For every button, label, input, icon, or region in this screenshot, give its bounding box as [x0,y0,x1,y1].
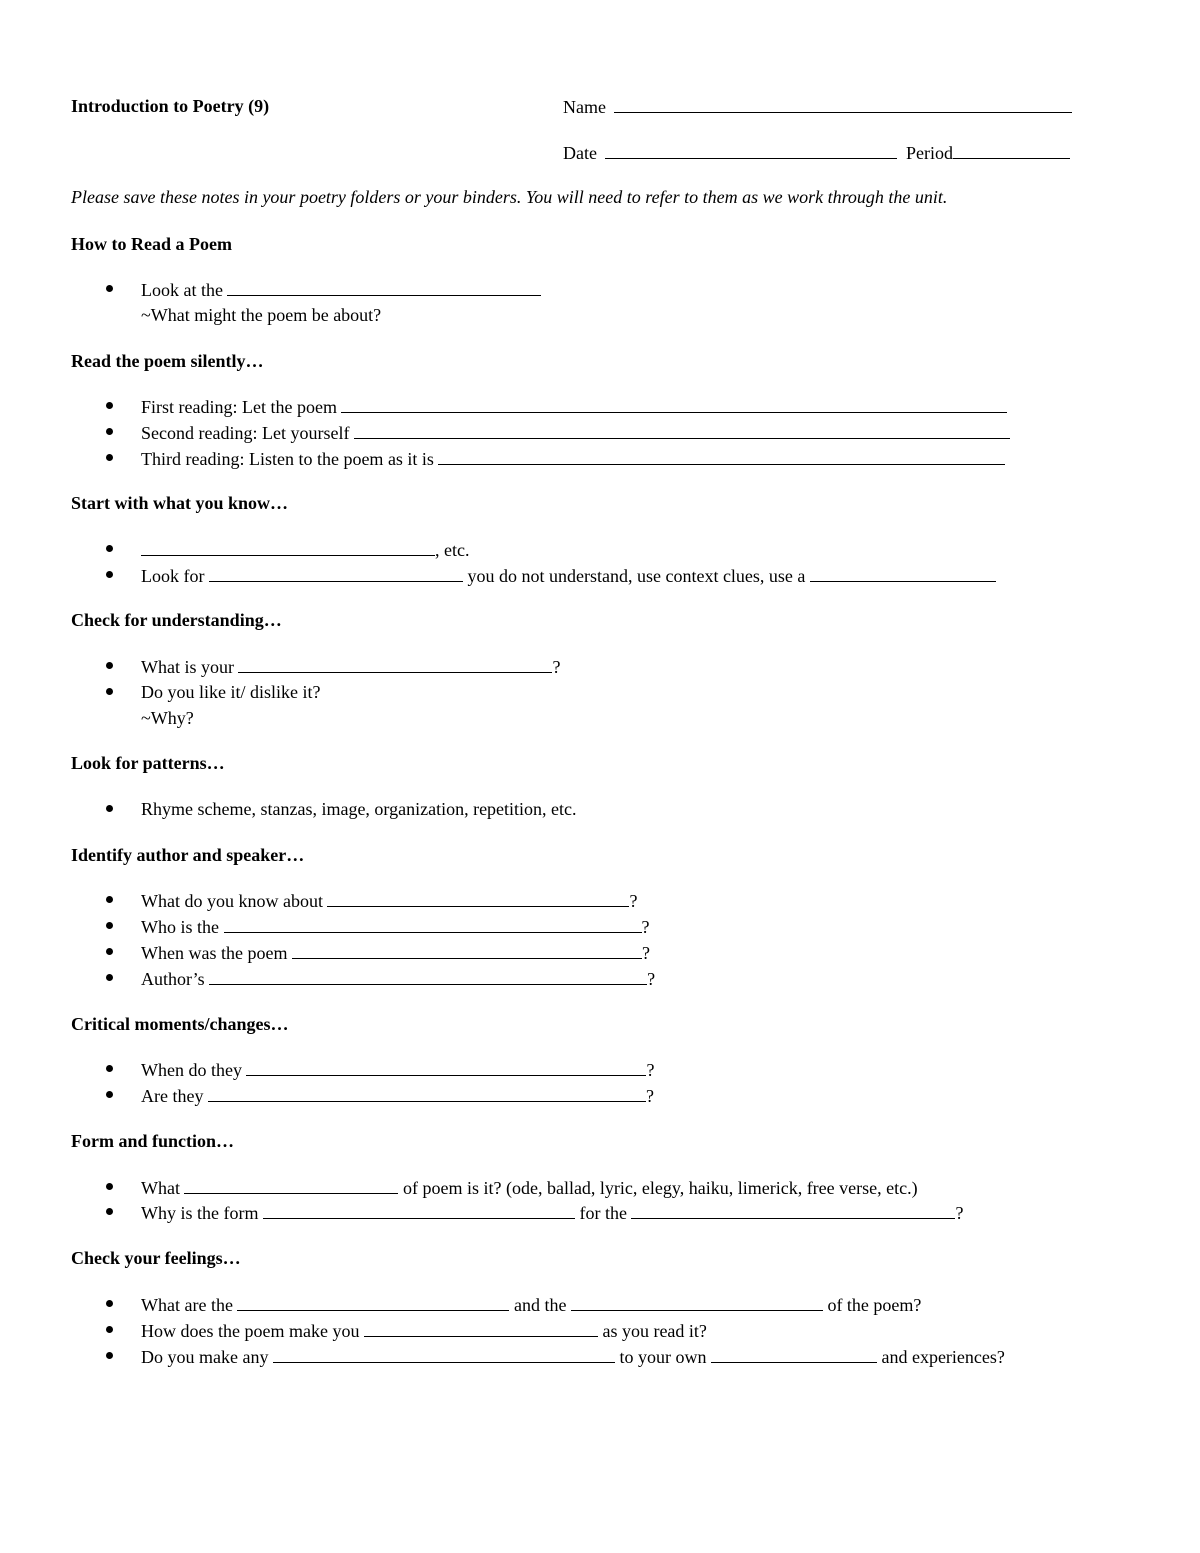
bullet-icon [104,564,116,586]
blank-field[interactable] [364,1319,598,1337]
blank-field[interactable] [208,1084,646,1102]
blank-field[interactable] [571,1293,823,1311]
list-item: Who is the ? [141,917,650,937]
section-heading: Check your feelings… [71,1248,241,1268]
name-label: Name [563,97,606,117]
list-item: Second reading: Let yourself [141,421,1010,444]
name-field[interactable] [614,95,1072,113]
bullet-icon [104,798,116,820]
blank-field[interactable] [238,655,552,673]
blank-field[interactable] [227,278,541,296]
blank-field[interactable] [631,1201,955,1219]
date-label: Date [563,143,597,163]
blank-field[interactable] [224,915,642,933]
section-heading: Look for patterns… [71,753,225,773]
blank-field[interactable] [273,1345,615,1363]
blank-field[interactable] [141,538,435,556]
bullet-icon [104,967,116,989]
name-row [563,95,1072,118]
blank-field[interactable] [209,967,647,985]
list-item: Are they ? [141,1086,654,1106]
list-item: When was the poem ? [141,943,650,963]
list-item-sub: ~What might the poem be about? [141,305,382,325]
bullet-icon [104,1084,116,1106]
bullet-icon [104,1201,116,1223]
section-heading: How to Read a Poem [71,234,232,254]
bullet-icon [104,655,116,677]
list-item: Why is the form for the ? [141,1203,964,1223]
list-item: Do you like it/ dislike it? [141,682,321,702]
section-heading: Identify author and speaker… [71,845,305,865]
list-item: What are the and the of the poem? [141,1295,922,1315]
bullet-icon [104,1176,116,1198]
bullet-icon [104,941,116,963]
list-item: , etc. [141,538,469,561]
bullet-icon [104,538,116,560]
section-heading: Check for understanding… [71,610,282,630]
list-item: Third reading: Listen to the poem as it is [141,447,1005,470]
list-item: When do they ? [141,1060,655,1080]
list-item: Do you make any to your own and experiences? [141,1347,1005,1367]
blank-field[interactable] [327,889,629,907]
list-item: First reading: Let the poem [141,395,1007,418]
section-heading: Start with what you know… [71,493,289,513]
blank-field[interactable] [246,1058,646,1076]
blank-field[interactable] [237,1293,509,1311]
blank-field[interactable] [354,421,1010,439]
list-item: What do you know about ? [141,891,638,911]
list-item-sub: ~Why? [141,708,194,728]
bullet-icon [104,1319,116,1341]
bullet-icon [104,889,116,911]
page-title: Introduction to Poetry (9) [71,96,270,116]
list-item: Look for you do not understand, use context clues, use a [141,564,996,587]
list-item: Look at the [141,278,541,301]
section-heading: Critical moments/changes… [71,1014,289,1034]
section-heading: Read the poem silently… [71,351,264,371]
blank-field[interactable] [711,1345,877,1363]
list-item: What of poem is it? (ode, ballad, lyric, elegy, haiku, limerick, free verse, etc.) [141,1178,918,1198]
period-field[interactable] [953,141,1070,159]
section-heading: Form and function… [71,1131,235,1151]
blank-field[interactable] [209,564,463,582]
bullet-icon [104,681,116,703]
period-label: Period [905,143,953,163]
date-period-row [563,141,1070,164]
bullet-icon [104,915,116,937]
instructions-note: Please save these notes in your poetry folders or your binders. You will need to refer to them as we work through the unit. [71,187,948,207]
blank-field[interactable] [263,1201,575,1219]
bullet-icon [104,1293,116,1315]
bullet-icon [104,421,116,443]
blank-field[interactable] [341,395,1007,413]
list-item: What is your ? [141,657,561,677]
list-item: How does the poem make you as you read it? [141,1321,707,1341]
blank-field[interactable] [292,941,642,959]
bullet-icon [104,447,116,469]
bullet-icon [104,1345,116,1367]
blank-field[interactable] [438,447,1005,465]
list-item: Rhyme scheme, stanzas, image, organization, repetition, etc. [141,799,577,819]
blank-field[interactable] [184,1176,398,1194]
bullet-icon [104,395,116,417]
date-field[interactable] [605,141,897,159]
blank-field[interactable] [810,564,996,582]
bullet-icon [104,1058,116,1080]
list-item: Author’s ? [141,969,656,989]
bullet-icon [104,278,116,300]
